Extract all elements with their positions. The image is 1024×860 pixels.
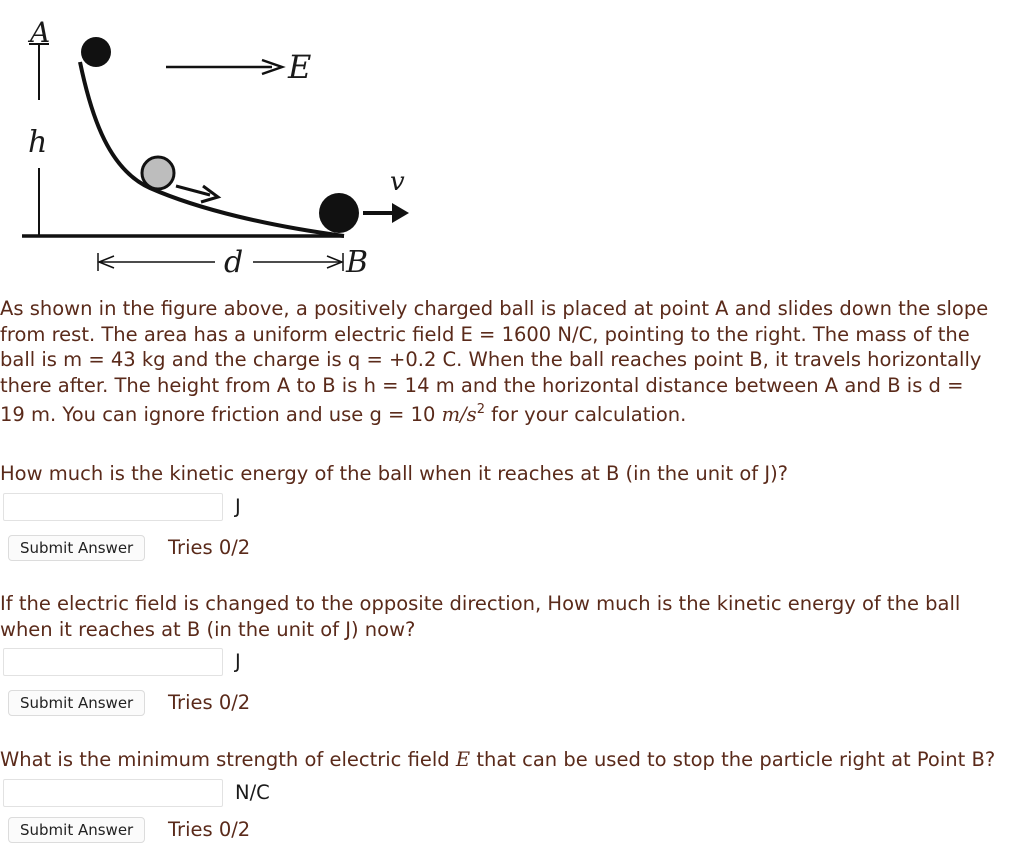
ball-at-A: [81, 37, 111, 67]
question-2-submit-row: [0, 690, 1024, 722]
label-d: d: [224, 245, 244, 280]
problem-line-3: ball is m = 43 kg and the charge is q = +0.2 C. When the ball reaches point B, it travels horizontally: [0, 348, 982, 371]
gravity-unit: m/s: [441, 403, 477, 426]
question-2: [0, 591, 1024, 722]
question-3-unit: N/C: [235, 780, 270, 804]
question-2-tries: Tries 0/2: [168, 691, 251, 714]
label-B: B: [346, 245, 369, 280]
question-3-text-start: What is the minimum strength of electric field: [0, 748, 456, 771]
question-3-submit-button[interactable]: Submit Answer: [8, 817, 145, 843]
slope-diagram: [0, 0, 420, 290]
question-1-tries: Tries 0/2: [168, 535, 251, 559]
slope-curve: [80, 62, 344, 236]
gravity-unit-exponent: 2: [476, 402, 485, 417]
label-v: v: [390, 167, 405, 197]
ball-on-slope: [142, 157, 174, 189]
problem-line-2: from rest. The area has a uniform electric field E = 1600 N/C, pointing to the right. The mass of the: [0, 322, 970, 346]
problem-statement: [0, 296, 1020, 428]
question-1-answer-row: [0, 493, 1024, 527]
question-1-text: How much is the kinetic energy of the ball when it reaches at B (in the unit of J)?: [0, 462, 789, 485]
question-1-unit: J: [235, 494, 241, 518]
question-1-submit-button[interactable]: Submit Answer: [8, 535, 145, 561]
question-3-answer-row: [0, 779, 1024, 813]
question-2-text-line-2: when it reaches at B (in the unit of J) now?: [0, 617, 416, 641]
label-h: h: [28, 125, 48, 160]
question-1-answer-input[interactable]: [3, 493, 223, 521]
question-2-answer-input[interactable]: [3, 648, 223, 676]
question-2-answer-row: [0, 648, 1024, 682]
problem-line-5: [0, 402, 1020, 428]
question-2-unit: J: [235, 650, 241, 673]
question-1-submit-row: [0, 535, 1024, 567]
question-1: [0, 461, 1024, 567]
question-2-text-line-1: If the electric field is changed to the opposite direction, How much is the kinetic energy of the ball: [0, 592, 961, 615]
problem-line-5-text: 19 m. You can ignore friction and use g = 10: [0, 403, 442, 426]
question-3-text-end: that can be used to stop the particle right at Point B?: [470, 748, 996, 771]
label-A: A: [30, 16, 51, 49]
question-3-submit-row: [0, 817, 1024, 849]
question-3-tries: Tries 0/2: [168, 817, 251, 841]
problem-line-5-end: for your calculation.: [484, 403, 687, 426]
problem-line-1: As shown in the figure above, a positively charged ball is placed at point A and slides down the slope: [0, 297, 989, 320]
velocity-arrowhead: [392, 203, 409, 223]
question-3-text: [0, 747, 1024, 773]
question-3-answer-input[interactable]: [3, 779, 223, 807]
problem-line-4: there after. The height from A to B is h = 14 m and the horizontal distance between A and B is d =: [0, 373, 964, 397]
question-2-submit-button[interactable]: Submit Answer: [8, 690, 145, 716]
question-3-field-symbol: E: [455, 748, 471, 771]
question-3: [0, 747, 1024, 849]
physics-figure: [0, 0, 420, 290]
label-E: E: [288, 48, 312, 86]
ball-at-B: [319, 193, 359, 233]
